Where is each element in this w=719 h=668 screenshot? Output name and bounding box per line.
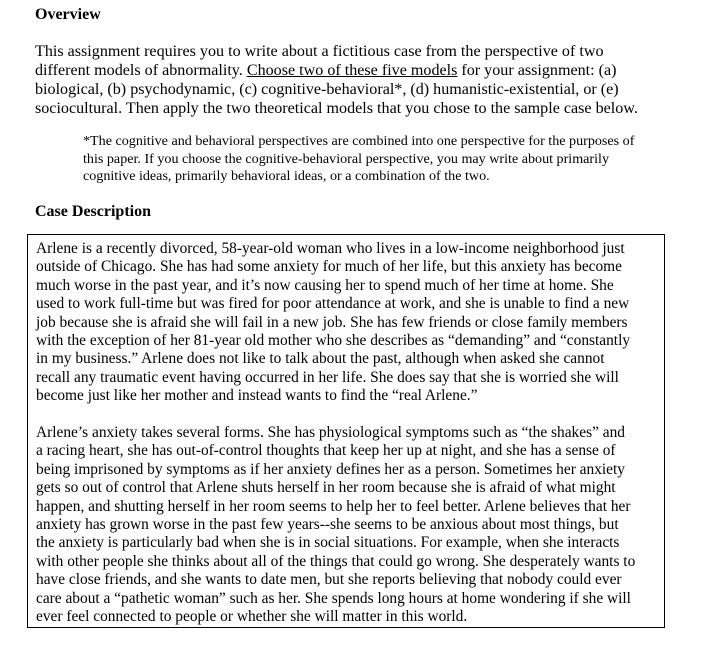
case-line: with other people she thinks about all of the things that could go wrong. She desperately wants to — [36, 552, 636, 570]
case-line: become just like her mother and instead wants to find the “real Arlene.” — [36, 387, 478, 405]
case-line: much worse in the past year, and it’s now causing her to spend much of her time at home. She — [36, 276, 614, 294]
footnote-line: cognitive ideas, primarily behavioral ideas, or a combination of the two. — [83, 168, 490, 184]
case-paragraph-2 — [36, 424, 664, 626]
case-line: recall any traumatic event having occurred in her life. She does say that she is worried she will — [36, 368, 619, 386]
overview-line: This assignment requires you to write about a fictitious case from the perspective of two — [35, 43, 604, 60]
choose-models-underlined-text: Choose two of these five models — [246, 62, 458, 79]
case-line: anxiety has grown worse in the past few years--she seems to be anxious about most things, but — [36, 516, 619, 534]
footnote-paragraph — [83, 133, 703, 186]
case-paragraph-1 — [36, 240, 664, 406]
case-line: Arlene is a recently divorced, 58-year-old woman who lives in a low-income neighborhood just — [36, 240, 625, 257]
case-description-box — [27, 234, 665, 628]
case-line: Arlene’s anxiety takes several forms. She has physiological symptoms such as “the shakes” and — [36, 424, 625, 441]
overview-heading: Overview — [35, 6, 101, 23]
case-description-heading: Case Description — [35, 203, 151, 220]
case-line: being imprisoned by symptoms as if her anxiety defines her as a person. Sometimes her anxiety — [36, 460, 625, 478]
case-line: a racing heart, she has out-of-control thoughts that keep her up at night, and she has a sense of — [36, 442, 616, 460]
case-line: used to work full-time but was fired for poor attendance at work, and she is unable to find a new — [36, 295, 630, 313]
footnote-line: this paper. If you choose the cognitive-behavioral perspective, you may write about primarily — [83, 150, 610, 167]
footnote-line: *The cognitive and behavioral perspectives are combined into one perspective for the purposes of — [83, 133, 635, 149]
case-line: have close friends, and she wants to date men, but she reports believing that nobody could ever — [36, 571, 622, 589]
overview-line-text: for your assignment: (a) — [457, 62, 617, 79]
case-line: in my business.” Arlene does not like to talk about the past, although when asked she cannot — [36, 350, 605, 368]
overview-line: sociocultural. Then apply the two theoretical models that you chose to the sample case below. — [35, 100, 638, 117]
case-line: happen, and shutting herself in her room seems to help her to feel better. Arlene believes that her — [36, 497, 631, 515]
overview-line — [35, 61, 675, 80]
overview-line: biological, (b) psychodynamic, (c) cognitive-behavioral*, (d) humanistic-existential, or (e) — [35, 81, 619, 98]
case-line: the anxiety is particularly bad when she is in social situations. For example, when she interacts — [36, 534, 620, 552]
case-line: care about a “pathetic woman” such as her. She spends long hours at home wondering if she will — [36, 589, 631, 607]
case-line: outside of Chicago. She has had some anxiety for much of her life, but this anxiety has become — [36, 258, 622, 276]
case-line: with the exception of her 81-year old mother who she describes as “demanding” and “constantly — [36, 332, 631, 350]
case-line: ever feel connected to people or whether she will matter in this world. — [36, 608, 468, 626]
overview-paragraph — [35, 42, 675, 118]
case-line: gets so out of control that Arlene shuts herself in her room because she is afraid of what might — [36, 479, 616, 497]
case-line: job because she is afraid she will fail in a new job. She has few friends or close family members — [36, 313, 628, 331]
overview-line-text: different models of abnormality. — [35, 62, 247, 79]
